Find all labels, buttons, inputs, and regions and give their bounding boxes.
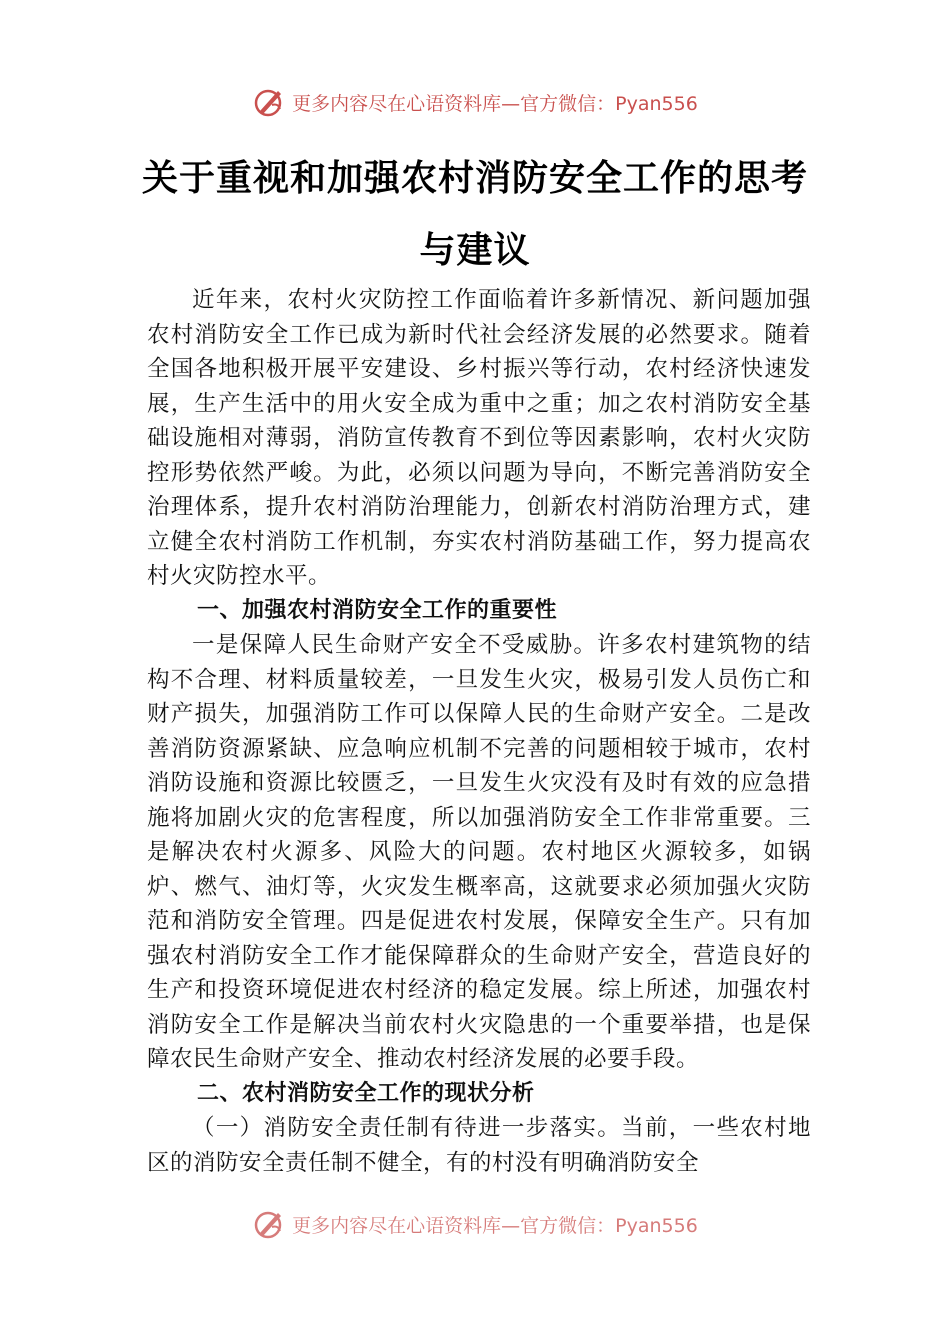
pen-quill-icon <box>252 1207 286 1241</box>
section2-heading: 二、农村消防安全工作的现状分析 <box>197 1080 535 1106</box>
section1-paragraph: 一是保障人民生命财产安全不受威胁。许多农村建筑物的结构不合理、材料质量较差，一旦发生火灾，极易引发人员伤亡和财产损失，加强消防工作可以保障人民的生命财产安全。二是改善消防资源紧缺、应急响应机制不完善的问题相较于城市，农村消防设施和资源比较匮乏，一旦发生火灾没有及时有效的应急措施将加剧火灾的危害程度，所以加强消防安全工作非常重要。三是解决农村火源多、风险大的问题。农村地区火源较多，如锅炉、燃气、油灯等，火灾发生概率高，这就要求必须加强火灾防范和消防安全管理。四是促进农村发展，保障安全生产。只有加强农村消防安全工作才能保障群众的生命财产安全，营造良好的生产和投资环境促进农村经济的稳定发展。综上所述，加强农村消防安全工作是解决当前农村火灾隐患的一个重要举措，也是保障农民生命财产安全、推动农村经济发展的必要手段。 <box>147 632 811 1072</box>
watermark-footer <box>0 1204 950 1244</box>
watermark-text: 更多内容尽在心语资料库—官方微信：Pyan556 <box>292 1214 698 1237</box>
document-title-line2: 与建议 <box>419 230 531 271</box>
watermark-header <box>0 82 950 122</box>
section1-heading: 一、加强农村消防安全工作的重要性 <box>197 597 558 623</box>
watermark-text: 更多内容尽在心语资料库—官方微信：Pyan556 <box>292 92 698 115</box>
document-body <box>147 283 811 1180</box>
document-title-line1: 关于重视和加强农村消防安全工作的思考 <box>141 158 808 199</box>
pen-quill-icon <box>252 85 286 119</box>
intro-paragraph: 近年来，农村火灾防控工作面临着许多新情况、新问题加强农村消防安全工作已成为新时代社会经济发展的必然要求。随着全国各地积极开展平安建设、乡村振兴等行动，农村经济快速发展，生产生活中的用火安全成为重中之重；加之农村消防安全基础设施相对薄弱，消防宣传教育不到位等因素影响，农村火灾防控形势依然严峻。为此，必须以问题为导向，不断完善消防安全治理体系，提升农村消防治理能力，创新农村消防治理方式，建立健全农村消防工作机制，夯实农村消防基础工作，努力提高农村火灾防控水平。 <box>147 287 811 589</box>
section2-paragraph: （一）消防安全责任制有待进一步落实。当前，一些农村地区的消防安全责任制不健全，有的村没有明确消防安全 <box>147 1115 811 1176</box>
